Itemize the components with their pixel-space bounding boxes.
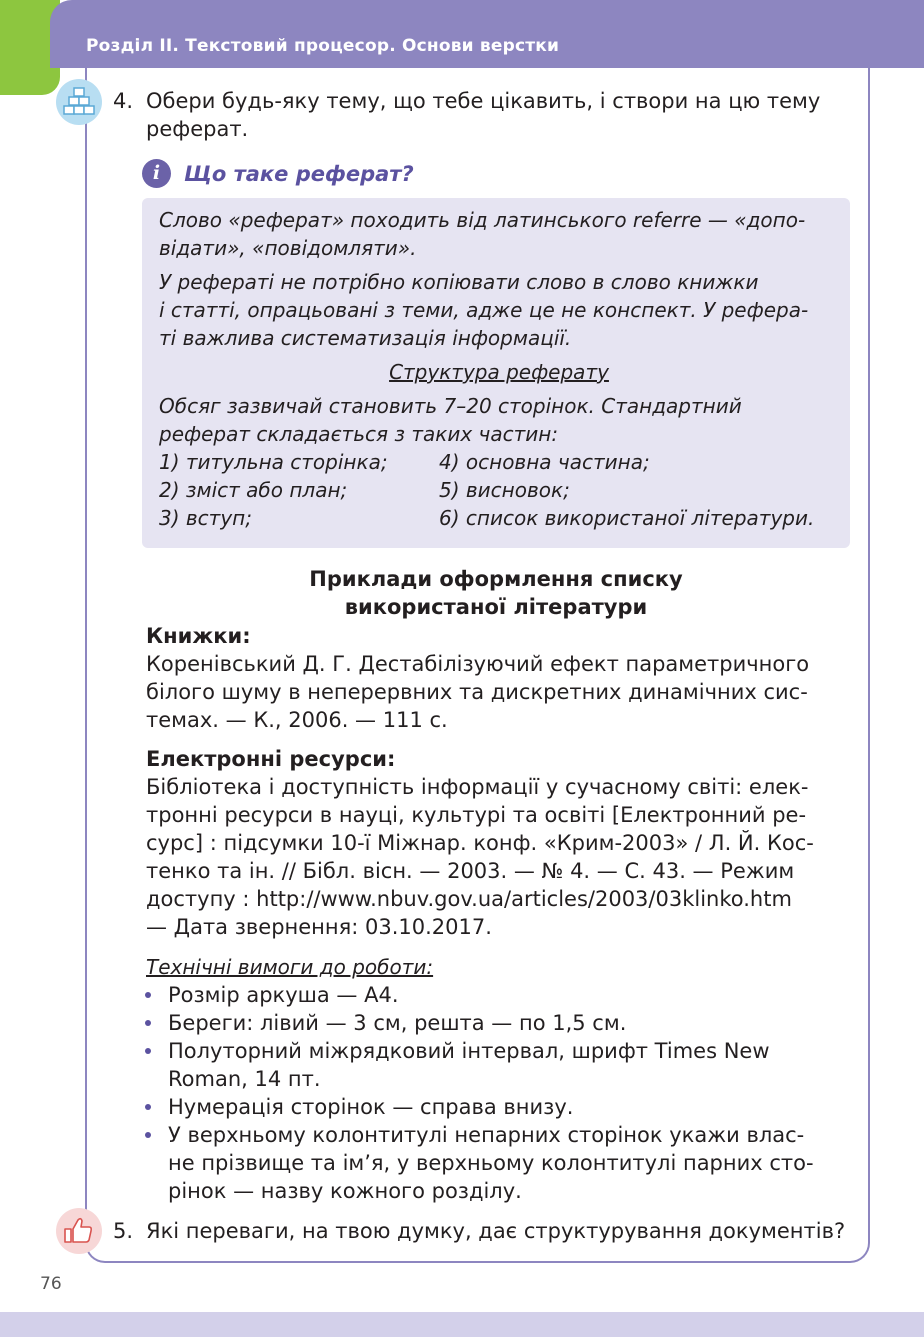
info-line: відати», «повідомляти». [159,236,417,260]
part-item: 2) зміст або план; [159,478,348,502]
part-item: 4) основна частина; [439,450,650,474]
examples-heading [142,565,850,621]
bullet-dot [145,1048,151,1054]
structure-title: Структура реферату [389,360,609,384]
part-item: 6) список використаної літератури. [439,506,815,530]
books-label: Книжки: [146,624,251,648]
part-item: 3) вступ; [159,506,252,530]
info-line: ті важлива систематизація інформації. [159,326,572,350]
info-line: реферат складається з таких частин: [159,422,559,446]
blocks-icon [56,79,102,125]
thumbs-up-icon [56,1208,102,1254]
part-item: 5) висновок; [439,478,570,502]
task4-text [146,87,850,143]
eres-line: тронні ресурси в науці, культурі та освіті [Електронний ре- [146,803,807,827]
requirement-item: Нумерація сторінок — справа внизу. [168,1095,574,1119]
chapter-title: Розділ II. Текстовий процесор. Основи верстки [86,36,560,56]
heading-line: Приклади оформлення списку [309,567,683,591]
parts-list [159,448,839,532]
info-title: Що таке реферат? [184,162,414,186]
books-line: білого шуму в неперервних та дискретних динамічних сис- [146,680,808,704]
eres-line: тенко та ін. // Бібл. вісн. — 2003. — № 4. — С. 43. — Режим [146,859,795,883]
info-line: Обсяг зазвичай становить 7–20 сторінок. Стандартний [159,394,742,418]
bullet-dot [145,1020,151,1026]
requirement-line: рінок — назву кожного розділу. [168,1179,522,1203]
books-line: темах. — К., 2006. — 111 с. [146,708,448,732]
eres-label: Електронні ресурси: [146,747,396,771]
eres-line: Бібліотека і доступність інформації у сучасному світі: елек- [146,775,809,799]
page-header [50,0,924,68]
heading-line: використаної літератури [344,595,648,619]
requirements-title: Технічні вимоги до роботи: [146,955,434,979]
books-section [146,622,850,734]
task4-line: Обери будь-яку тему, що тебе цікавить, і створи на цю тему [146,89,821,113]
requirement-line: Полуторний міжрядковий інтервал, шрифт Times New [168,1039,770,1063]
page-number: 76 [40,1274,62,1294]
requirement-item [168,1037,850,1093]
books-line: Коренівський Д. Г. Дестабілізуючий ефект параметричного [146,652,810,676]
requirement-line: У верхньому колонтитулі непарних сторінок укажи влас- [168,1123,805,1147]
bullet-dot [145,1132,151,1138]
task5-text: Які переваги, на твою думку, дає структурування документів? [146,1219,846,1243]
info-box [142,198,850,548]
task5-number: 5. [113,1219,134,1243]
info-line: і статті, опрацьовані з теми, адже це не конспект. У рефера- [159,298,809,322]
eres-line: сурс] : підсумки 10-ї Міжнар. конф. «Крим-2003» / Л. Й. Кос- [146,831,814,855]
page-footer-band [0,1312,924,1337]
requirement-item [168,1121,850,1205]
requirement-line: Roman, 14 пт. [168,1067,321,1091]
bullet-dot [145,992,151,998]
eres-line: доступу : http://www.nbuv.gov.ua/articles/2003/03klinko.htm [146,887,792,911]
info-line: У рефераті не потрібно копіювати слово в слово книжки [159,270,759,294]
eres-section [146,745,850,941]
eres-line: — Дата звернення: 03.10.2017. [146,915,492,939]
requirement-item: Розмір аркуша — А4. [168,983,399,1007]
task4-line: реферат. [146,117,249,141]
info-line: Слово «реферат» походить від латинського referre — «допо- [159,208,806,232]
info-content [159,206,839,532]
part-item: 1) титульна сторінка; [159,450,388,474]
bullet-dot [145,1104,151,1110]
requirement-line: не прізвище та ім’я, у верхньому колонтитулі парних сто- [168,1151,814,1175]
requirement-item: Береги: лівий — 3 см, решта — по 1,5 см. [168,1011,627,1035]
task4-number: 4. [113,89,134,113]
info-icon: i [142,159,171,188]
